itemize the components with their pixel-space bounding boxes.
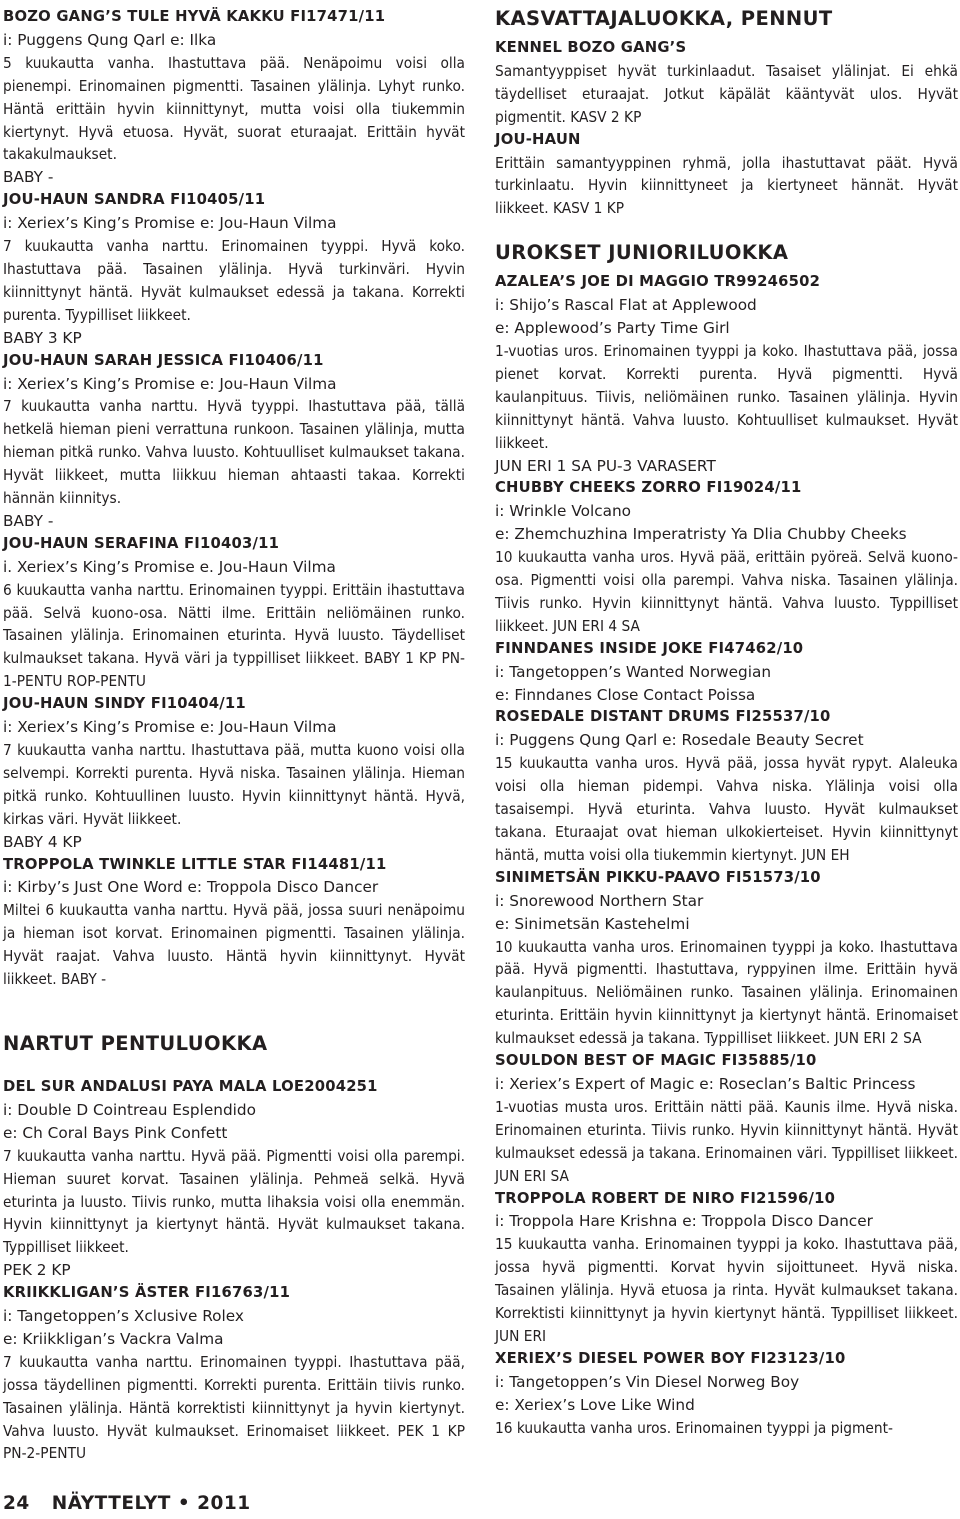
dog-entry [3,533,465,693]
entry-heading: BOZO GANG’S TULE HYVÄ KAKKU FI17471/11 [3,8,386,25]
entry-heading: JOU-HAUN SINDY FI10404/11 [3,695,246,713]
entry-parents: i: Xeriex’s King’s Promise e: Jou-Haun Vilma [3,214,337,233]
entry-result: PEK 2 KP [3,1261,71,1280]
entry-critique: 5 kuukautta vanha. Ihastuttava pää. Nenäpoimu voisi olla pienempi. Erinomainen pigmentti. Tasainen ylälinja. Lyhyt runko. Häntä erittäin hyvin kiinnittynyt, mutta voisi olla tiukemmin kiertynyt. Hyvä etuosa. Hyvät, suorat eturaajat. Erittäin hyvät takakulmaukset. [3,53,465,164]
entry-parents: i: Puggens Qung Qarl e: Ilka [3,30,217,49]
left-column [3,6,465,1465]
entry-critique: 15 kuukautta vanha. Erinomainen tyyppi ja koko. Ihastuttava pää, jossa hyvä pigmentti. Korvat hyvin sijoittuneet. Hyvä niska. Tasainen ylälinja. Hyvä etuosa ja rinta. Hyvät kulmaukset takana. Korrektisti kiinnittynyt ja hyvin kiertynyt häntä. Typpilliset liikkeet. JUN ERI [495,1235,958,1345]
entry-parents: i: Xeriex’s Expert of Magic e: Roseclan’s Baltic Princess [495,1074,916,1093]
entry-heading: CHUBBY CHEEKS ZORRO FI19024/11 [495,479,802,497]
entry-heading: FINNDANES INSIDE JOKE FI47462/10 [495,639,804,657]
entry-critique: 6 kuukautta vanha narttu. Erinomainen tyyppi. Erittäin ihastuttava pää. Selvä kuono-osa. Nätti ilme. Erittäin neliömäinen runko. Tasainen ylälinja. Erinomainen eturinta. Hyvä luusto. Täydelliset kulmaukset takana. Hyvä väri ja typpilliset liikkeet. BABY 1 KP PN-1-PENTU ROP-PENTU [3,580,465,691]
entry-result: BABY 4 KP [3,832,82,851]
entry-heading: SOULDON BEST OF MAGIC FI35885/10 [495,1052,817,1070]
dog-entry [495,271,958,477]
dog-entry [3,350,465,533]
entry-heading: JOU-HAUN SANDRA FI10405/11 [3,191,266,209]
dog-entry [3,189,465,349]
entry-critique: 10 kuukautta vanha uros. Erinomainen tyyppi ja koko. Ihastuttava pää. Hyvä pigmentti. Ihastuttava, ryppyinen ilme. Erittäin hyvä kaulanpituus. Neliömäinen runko. Tasainen ylälinja. Erinomainen eturinta. Erittäin hyvin kiinnittynyt ja kiertynyt häntä. Erinomaiset kulmaukset edessä ja takana. Typpilliset liikkeet. JUN ERI 2 SA [495,937,958,1048]
entry-critique: 7 kuukautta vanha narttu. Hyvä tyyppi. Ihastuttava pää, tällä hetkelä hieman pieni verrattuna runkoon. Tasainen ylälinja, mutta hieman pitkä runko. Vahva luusto. Kohtuulliset kulmaukset takana. Hyvät liikkeet, mutta liikkuu hieman ahtaasti takaa. Korrekti hännän kiinnitys. [3,397,465,508]
dog-entry [495,1050,958,1187]
entry-parents: e: Ch Coral Bays Pink Confett [3,1123,228,1142]
dog-entry [3,6,465,189]
dog-entry [3,854,465,991]
entry-parents: i: Shijo’s Rascal Flat at Applewood [495,296,757,315]
entry-heading: ROSEDALE DISTANT DRUMS FI25537/10 [495,708,831,726]
entry-critique: Miltei 6 kuukautta vanha narttu. Hyvä pää, jossa suuri nenäpoimu ja hieman isot korvat. Erinomainen pigmentti. Tasainen ylälinja. Hyvät raajat. Vahva luusto. Häntä hyvin kiinnittynyt. Hyvät liikkeet. BABY - [3,901,465,989]
dog-entry [495,37,958,129]
entry-heading: SINIMETSÄN PIKKU-PAAVO FI51573/10 [495,868,821,886]
entry-parents: e: Sinimetsän Kastehelmi [495,914,690,933]
entry-parents: i: Double D Cointreau Esplendido [3,1100,256,1119]
dog-entry [495,706,958,866]
entry-parents: i: Troppola Hare Krishna e: Troppola Disco Dancer [495,1212,873,1231]
spacer [495,220,958,240]
entry-parents: e: Kriikkligan’s Vackra Valma [3,1329,224,1348]
spacer [3,991,465,1031]
entry-critique: 7 kuukautta vanha narttu. Hyvä pää. Pigmentti voisi olla parempi. Hieman suuret korvat. Tasainen ylälinja. Pehmeä selkä. Hyvä eturinta ja luusto. Tiivis runko, mutta lihaksia voisi olla enemmän. Hyvin kiinnittynyt ja kiertynyt häntä. Hyvät kulmaukset takana. Typpilliset liikkeet. [3,1146,465,1257]
entry-parents: i: Xeriex’s King’s Promise e: Jou-Haun Vilma [3,718,337,737]
entry-parents: i: Wrinkle Volcano [495,502,632,521]
entry-heading: KENNEL BOZO GANG’S [495,39,687,56]
entry-heading: JOU-HAUN SARAH JESSICA FI10406/11 [3,351,324,369]
entry-critique: 1-vuotias musta uros. Erittäin nätti pää. Kaunis ilme. Hyvä niska. Erinomainen eturinta. Tiivis runko. Hyvin kiinnittynyt häntä. Hyvät kulmaukset edessä ja takana. Erinomainen väri. Typpilliset liikkeet. JUN ERI SA [495,1097,958,1185]
entry-parents: i: Puggens Qung Qarl e: Rosedale Beauty Secret [495,731,864,750]
entry-result: BABY - [3,168,54,187]
entry-heading: KRIIKKLIGAN’S ÄSTER FI16763/11 [3,1284,291,1302]
entry-result: JUN ERI 1 SA PU-3 VARASERT [495,456,716,475]
entry-critique: 7 kuukautta vanha narttu. Erinomainen tyyppi. Ihastuttava pää, jossa täydellinen pigmentti. Korrekti purenta. Erittäin tiivis runko. Tasainen ylälinja. Häntä korrektisti kiinnittynyt ja hyvin kiertynyt. Vahva luusto. Hyvät kulmaukset. Erinomaiset liikkeet. PEK 1 KP PN-2-PENTU [3,1352,465,1463]
dog-entry [3,693,465,853]
page-number: 24 [3,1493,30,1514]
dog-entry [495,1188,958,1348]
page-footer [3,1493,251,1514]
entry-critique: Samantyyppiset hyvät turkinlaadut. Tasaiset ylälinjat. Ei ehkä täydelliset eturaajat. Jotkut käpälät kääntyvät ulos. Hyvät pigmentit. KASV 2 KP [495,61,958,126]
section-title: NARTUT PENTULUOKKA [3,1031,268,1055]
dog-entry [495,867,958,1050]
dog-entry [3,1076,465,1282]
entry-parents: e: Xeriex’s Love Like Wind [495,1395,695,1414]
entry-parents: i: Kirby’s Just One Word e: Troppola Disco Dancer [3,878,379,897]
dog-entry [495,638,958,707]
entry-parents: i. Xeriex’s King’s Promise e. Jou-Haun Vilma [3,557,336,576]
section-title: UROKSET JUNIORILUOKKA [495,241,789,265]
entry-parents: i: Tangetoppen’s Vin Diesel Norweg Boy [495,1372,800,1391]
entry-parents: e: Applewood’s Party Time Girl [495,319,730,338]
right-column [495,6,958,1439]
entry-critique: 7 kuukautta vanha narttu. Erinomainen tyyppi. Hyvä koko. Ihastuttava pää. Tasainen ylälinja. Hyvä turkinväri. Hyvin kiinnittynyt häntä. Hyvät kulmaukset edessä ja takana. Korrekti purenta. Tyypilliset liikkeet. [3,237,465,324]
section-title: KASVATTAJALUOKKA, PENNUT [495,7,833,30]
entry-parents: e: Finndanes Close Contact Poissa [495,685,756,704]
spacer [3,1056,465,1076]
entry-heading: AZALEA’S JOE DI MAGGIO TR99246502 [495,273,821,291]
entry-parents: i: Xeriex’s King’s Promise e: Jou-Haun Vilma [3,374,337,393]
publication-title: NÄYTTELYT • 2011 [51,1493,251,1514]
entry-critique: Erittäin samantyyppinen ryhmä, jolla ihastuttavat päät. Hyvä turkinlaatu. Hyvin kiinnittyneet ja kiertyneet hännät. Hyvät liikkeet. KASV 1 KP [495,153,958,218]
entry-parents: e: Zhemchuzhina Imperatristy Ya Dlia Chubby Cheeks [495,525,907,544]
entry-heading: JOU-HAUN [495,130,581,148]
entry-result: BABY - [3,511,54,530]
entry-critique: 7 kuukautta vanha narttu. Ihastuttava pää, mutta kuono voisi olla selvempi. Korrekti purenta. Hyvä niska. Tasainen ylälinja. Hieman pitkä runko. Kohtuullinen luusto. Hyvin kiinnittynyt häntä. Hyvä, kirkas väri. Hyvät liikkeet. [3,741,465,828]
entry-critique: 10 kuukautta vanha uros. Hyvä pää, erittäin pyöreä. Selvä kuono-osa. Pigmentti voisi olla parempi. Vahva niska. Tasainen ylälinja. Tiivis runko. Hyvin kiinnittynyt häntä. Vahva luusto. Typpilliset liikkeet. JUN ERI 4 SA [495,548,958,635]
dog-entry [495,1348,958,1440]
entry-parents: i: Tangetoppen’s Xclusive Rolex [3,1307,244,1326]
dog-entry [495,477,958,637]
entry-heading: DEL SUR ANDALUSI PAYA MALA LOE2004251 [3,1077,378,1095]
entry-result: BABY 3 KP [3,328,82,347]
entry-critique: 15 kuukautta vanha uros. Hyvä pää, jossa hyvät rypyt. Alaleuka voisi olla hieman pidempi. Vahva niska. Ylälinja voisi olla tasaisempi. Hyvä eturinta. Vahva luusto. Hyvät kulmaukset takana. Eturaajat ovat hieman ulkokierteiset. Hyvin kiinnittynyt häntä, mutta voisi olla tiukemmin kiertynyt. JUN EH [495,754,958,864]
entry-parents: i: Tangetoppen’s Wanted Norwegian [495,662,772,681]
entry-parents: i: Snorewood Northern Star [495,891,704,910]
entry-heading: JOU-HAUN SERAFINA FI10403/11 [3,534,280,552]
entry-critique: 16 kuukautta vanha uros. Erinomainen tyyppi ja pigment- [495,1418,893,1437]
entry-heading: XERIEX’S DIESEL POWER BOY FI23123/10 [495,1349,846,1367]
entry-heading: TROPPOLA TWINKLE LITTLE STAR FI14481/11 [3,855,387,873]
entry-critique: 1-vuotias uros. Erinomainen tyyppi ja koko. Ihastuttava pää, jossa pienet korvat. Korrekti purenta. Hyvä pigmentti. Hyvä kaulanpituus. Tiivis, neliömäinen runko. Tasainen ylälinja. Hyvin kiinnittynyt häntä. Vahva luusto. Kohtuulliset kulmaukset. Hyvät liikkeet. [495,341,958,452]
dog-entry [3,1282,465,1465]
entry-heading: TROPPOLA ROBERT DE NIRO FI21596/10 [495,1189,836,1207]
dog-entry [495,129,958,221]
